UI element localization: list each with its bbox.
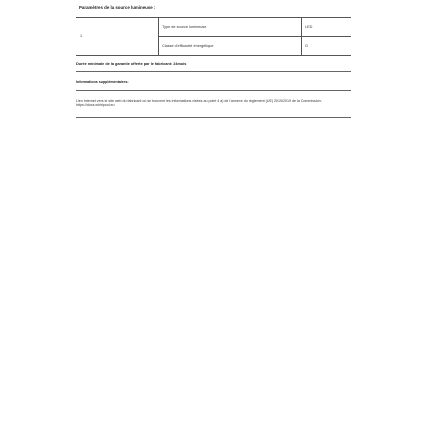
- warranty-duration: Durée minimale de la garantie offerte par le fabricant: 24mois: [76, 62, 187, 66]
- table-col-divider-2: [301, 17, 302, 55]
- light-source-parameters-table: [76, 17, 351, 57]
- table-row-divider: [158, 36, 351, 37]
- separator: [76, 117, 351, 118]
- separator: [76, 71, 351, 72]
- separator: [76, 90, 351, 91]
- table-col-divider-1: [158, 17, 159, 55]
- table-top-border: [76, 17, 351, 18]
- table-cell-type-label: Type de source lumineuse: [162, 25, 207, 29]
- additional-info-text: Lien internet vers le site web du fabricant où se trouvent les informations visées au point 4 a) de l'annexe du règlement (UE) 2019/2019 de la Commission: https://docs.whirlpool.eu: [76, 99, 322, 108]
- table-cell-class-value: G: [305, 44, 308, 48]
- additional-info-title: Informations supplémentaires:: [76, 80, 129, 84]
- table-cell-type-value: LED: [305, 25, 313, 29]
- table-bottom-border: [76, 55, 351, 56]
- table-cell-class-label: Classe d'efficacité énergétique: [162, 44, 214, 48]
- table-row-number: 1: [80, 34, 83, 38]
- section-title: Paramètres de la source lumineuse :: [79, 5, 156, 10]
